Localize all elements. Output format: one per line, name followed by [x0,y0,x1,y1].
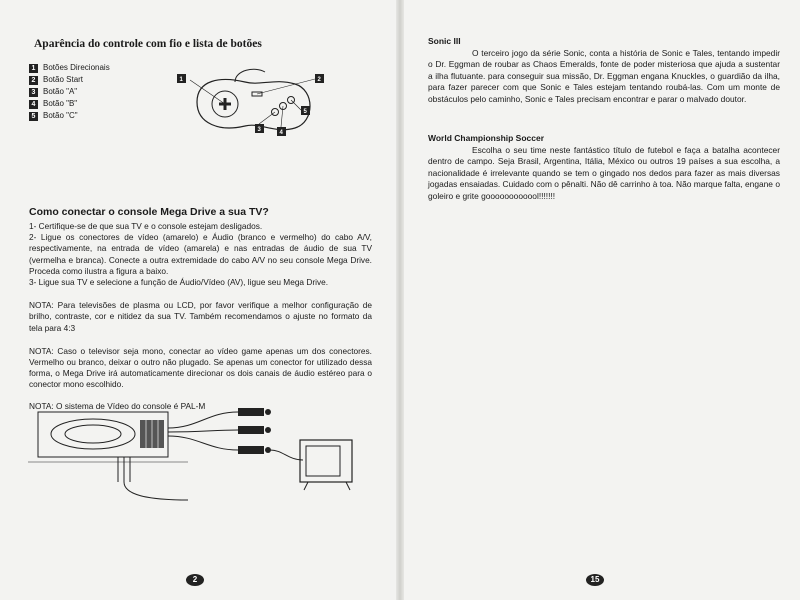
button-label: Botões Direcionais [43,63,110,72]
note-pal-m: NOTA: O sistema de Vídeo do console é PAL-M [29,400,206,411]
callout-number: 5 [29,112,38,121]
controller-illustration [175,62,330,142]
callout-5: 5 [303,109,307,115]
callout-number: 2 [29,76,38,85]
callout-3: 3 [257,127,261,133]
callout-2: 2 [317,77,321,83]
game-description-soccer: Escolha o seu time neste fantástico título de futebol e faça a batalha acontecer dentro de campo. Seja Brasil, Argentina, Itália, México ou outros 19 países a sua escolha, a nacionalidade é irrelevante quando se tem o gingado nos dedos para fazer as mais diversas jogadas ensaiadas. Cuidado com o pênalti. Não dê carrinho à toa. Não marque falta, engane o goleiro e grite goooooooooool!!!!!!! [428,145,780,201]
page-number: 15 [586,574,604,586]
callout-number: 1 [29,64,38,73]
button-label: Botão Start [43,75,84,84]
controller-section-title: Aparência do controle com fio e lista de botões [34,38,262,50]
callout-1: 1 [179,77,183,83]
callout-4: 4 [279,130,283,136]
button-label: Botão "A" [43,87,78,96]
callout-number: 4 [29,100,38,109]
game-title-sonic: Sonic III [428,36,461,46]
connect-step: 3- Ligue sua TV e selecione a função de Áudio/Vídeo (AV), ligue seu Mega Drive. [29,277,329,288]
connect-step: 1- Certifique-se de que sua TV e o console estejam desligados. [29,221,263,231]
page-number: 2 [186,574,204,586]
connect-heading: Como conectar o console Mega Drive a sua TV? [29,206,269,218]
button-label: Botão "C" [43,111,78,120]
note-mono: NOTA: Caso o televisor seja mono, conectar ao vídeo game apenas um dos conectores. Vermelho ou branco, deixar o outro não plugado. Se apenas um conector for utilizado dessa forma, o Mega Drive irá automaticamente direcionar os dois canais de áudio estéreo para o conector mono escolhido. [29,345,372,390]
callout-number: 3 [29,88,38,97]
connect-step: 2- Ligue os conectores de vídeo (amarelo) e Áudio (branco e vermelho) do cabo A/V, respectivamente, na entrada de vídeo (amarela) e nas entradas de áudio de sua TV (vermelha e branca). Conecte a outra extremidade do cabo A/V no seu console Mega Drive. Proceda como ilustra a figura a baixo. [29,232,372,276]
right-page [400,0,800,600]
note-plasma-lcd: NOTA: Para televisões de plasma ou LCD, por favor verifique a melhor configuração de brilho, contraste, cor e nitidez da sua TV. Também recomendamos o ajuste no formato da tela para 4:3 [29,300,372,333]
game-title-soccer: World Championship Soccer [428,133,545,144]
connection-diagram [28,400,358,520]
button-label: Botão "B" [43,99,78,108]
game-description-sonic: O terceiro jogo da série Sonic, conta a história de Sonic e Tales, tentando impedir o Dr. Eggman de roubar as Chaos Emeralds, fonte de poder misteriosa que ajuda a sustentar a ilha flutuante. para conseguir sua missão, Dr. Eggman engana Knuckles, o guardião da ilha, para fazer parecer com que Sonic e Tales estejam tentando roubá-las. Com um monte de obstáculos pelo caminho, Sonic e Tales precisam encontrar e parar o malvado doutor. [428,48,780,104]
